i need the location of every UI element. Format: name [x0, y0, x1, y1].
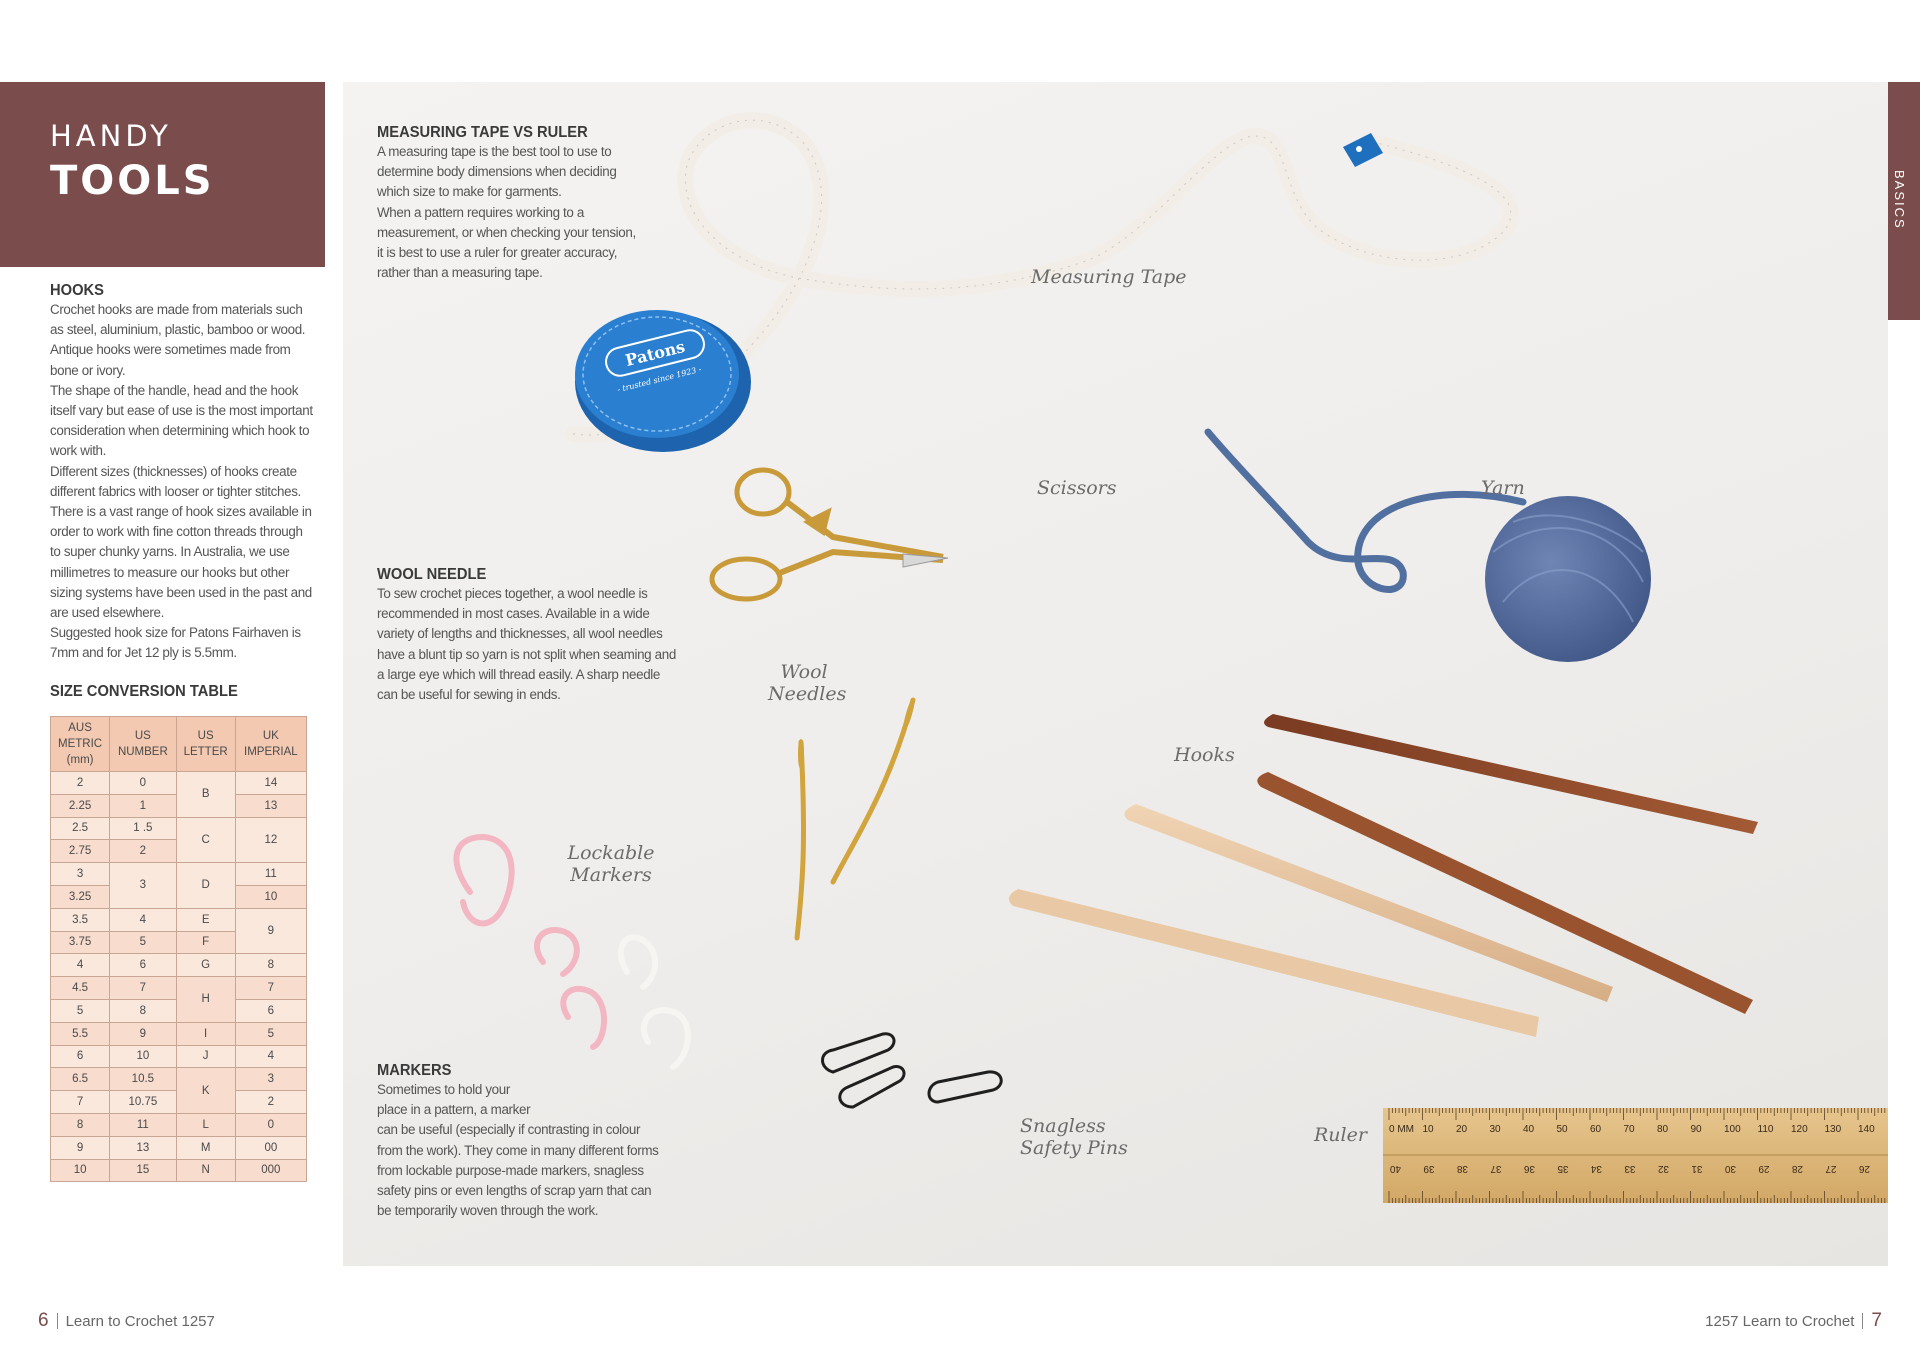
table-cell: I [176, 1022, 235, 1045]
label-wool-needles-line1: Wool [780, 661, 828, 683]
title-block [0, 82, 325, 267]
label-snagless-line1: Snagless [1020, 1115, 1106, 1137]
table-cell: 11 [235, 863, 306, 886]
table-cell: 10.5 [110, 1068, 176, 1091]
table-cell: 3.5 [51, 908, 110, 931]
patons-logo: Patons [623, 336, 687, 371]
measuring-line: measurement, or when checking your tension, [377, 224, 636, 240]
table-cell: 2 [110, 840, 176, 863]
label-hooks: Hooks [1174, 744, 1235, 766]
table-cell: 10 [51, 1159, 110, 1182]
measuring-line: it is best to use a ruler for greater accuracy, [377, 245, 618, 261]
table-cell: 10 [235, 885, 306, 908]
table-cell: 0 [235, 1113, 306, 1136]
table-cell: N [176, 1159, 235, 1182]
markers-line: can be useful (especially if contrasting in colour [377, 1122, 641, 1138]
wool-needle-line: can be useful for sewing in ends. [377, 687, 561, 703]
label-measuring-tape: Measuring Tape [1031, 266, 1187, 288]
title-small: HANDY [50, 119, 172, 153]
table-row [51, 1045, 307, 1068]
hooks-line: consideration when determining which hook to [50, 423, 310, 439]
table-row [51, 863, 307, 886]
table-cell: 6 [235, 999, 306, 1022]
measuring-line: rather than a measuring tape. [377, 265, 543, 281]
table-cell: 5.5 [51, 1022, 110, 1045]
ruler-mark: 40 [1389, 1163, 1401, 1174]
label-ruler: Ruler [1314, 1124, 1367, 1146]
markers-heading: MARKERS [377, 1062, 452, 1079]
table-cell: 9 [51, 1136, 110, 1159]
ruler-mark: 110 [1757, 1124, 1774, 1135]
hooks-line: millimetres to measure our hooks but other [50, 564, 290, 580]
page-number-left: 6 [38, 1310, 49, 1331]
table-cell: 5 [235, 1022, 306, 1045]
measuring-line: When a pattern requires working to a [377, 204, 584, 220]
ruler-mark: 10 [1422, 1124, 1434, 1135]
ruler-mark: 40 [1523, 1124, 1535, 1135]
table-row [51, 954, 307, 977]
ruler-mark: 31 [1691, 1163, 1703, 1174]
label-yarn: Yarn [1481, 477, 1525, 499]
table-cell: C [176, 817, 235, 863]
ruler-mark: 37 [1490, 1163, 1502, 1174]
table-cell: 4 [110, 908, 176, 931]
ruler-mark: 100 [1724, 1124, 1741, 1135]
wool-needle-line: To sew crochet pieces together, a wool needle is [377, 586, 648, 601]
hooks-line: as steel, aluminium, plastic, bamboo or wood. [50, 322, 306, 338]
ruler-mark: 90 [1690, 1124, 1702, 1135]
table-cell: K [176, 1068, 235, 1114]
table-cell: 8 [51, 1113, 110, 1136]
table-cell: 13 [110, 1136, 176, 1159]
ruler-mark: 39 [1423, 1163, 1435, 1174]
table-cell: 7 [110, 977, 176, 1000]
table-row [51, 977, 307, 1000]
ruler-mark: 26 [1858, 1163, 1870, 1174]
measuring-line: which size to make for garments. [377, 184, 562, 200]
table-cell: 15 [110, 1159, 176, 1182]
page-number-right: 7 [1871, 1310, 1882, 1331]
table-cell: 000 [235, 1159, 306, 1182]
ruler-mark: 33 [1624, 1163, 1636, 1174]
column-header: US LETTER [176, 717, 235, 772]
hooks-section [50, 282, 325, 664]
table-cell: 8 [235, 954, 306, 977]
ruler-mark: 0 MM [1389, 1124, 1414, 1135]
table-cell: 10 [110, 1045, 176, 1068]
measuring-heading: MEASURING TAPE VS RULER [377, 124, 588, 141]
label-snagless-line2: Safety Pins [1020, 1137, 1128, 1159]
ruler-mark: 120 [1791, 1124, 1808, 1135]
table-cell: 9 [235, 908, 306, 954]
table-cell: 00 [235, 1136, 306, 1159]
label-lockable-line2: Markers [570, 864, 652, 886]
label-snagless-safety-pins [1020, 1115, 1128, 1159]
hooks-line: The shape of the handle, head and the hook [50, 382, 299, 398]
wool-needle-line: have a blunt tip so yarn is not split when seaming and [377, 646, 676, 662]
hooks-line: order to work with fine cotton threads through [50, 524, 303, 540]
table-cell: 9 [110, 1022, 176, 1045]
table-cell: 13 [235, 794, 306, 817]
hooks-line: itself vary but ease of use is the most important [50, 403, 313, 419]
wool-needle-heading: WOOL NEEDLE [377, 566, 487, 583]
table-row [51, 772, 307, 795]
markers-section [377, 1062, 697, 1221]
ruler-mark: 38 [1456, 1163, 1468, 1174]
ruler-mark: 27 [1825, 1163, 1837, 1174]
table-cell: H [176, 977, 235, 1023]
hooks-line: to super chunky yarns. In Australia, we use [50, 544, 290, 560]
page-title: TOOLS [50, 158, 215, 204]
table-cell: 4.5 [51, 977, 110, 1000]
ruler-mark: 60 [1590, 1124, 1602, 1135]
hooks-line: work with. [50, 443, 107, 459]
column-header: UK IMPERIAL [235, 717, 306, 772]
column-header: US NUMBER [110, 717, 176, 772]
table-cell: 0 [110, 772, 176, 795]
hooks-line: different fabrics with looser or tighter stitches. [50, 483, 301, 499]
table-cell: 11 [110, 1113, 176, 1136]
table-cell: 10.75 [110, 1091, 176, 1114]
table-cell: 2.5 [51, 817, 110, 840]
markers-line: from lockable purpose-made markers, snagless [377, 1162, 644, 1178]
table-row [51, 817, 307, 840]
ruler-mark: 20 [1456, 1124, 1468, 1135]
hooks-heading: HOOKS [50, 282, 104, 299]
markers-line: from the work). They come in many different forms [377, 1142, 659, 1158]
table-cell: 2 [235, 1091, 306, 1114]
ruler-mark: 80 [1657, 1124, 1669, 1135]
measuring-body [377, 142, 677, 283]
ruler-mark: 36 [1523, 1163, 1535, 1174]
table-cell: M [176, 1136, 235, 1159]
wool-needle-line: variety of lengths and thicknesses, all wool needles [377, 626, 663, 642]
table-cell: 3 [51, 863, 110, 886]
table-cell: L [176, 1113, 235, 1136]
table-cell: B [176, 772, 235, 818]
ruler-mark: 50 [1556, 1124, 1568, 1135]
markers-body [377, 1080, 697, 1221]
table-cell: 3 [110, 863, 176, 909]
column-header: AUS METRIC (mm) [51, 717, 110, 772]
table-cell: 2 [51, 772, 110, 795]
ruler [1383, 1108, 1888, 1203]
hooks-line: Crochet hooks are made from materials such [50, 302, 303, 317]
wool-needle-line: recommended in most cases. Available in a wide [377, 606, 650, 622]
size-conversion-table [50, 716, 307, 1182]
table-row [51, 1068, 307, 1091]
label-scissors: Scissors [1037, 477, 1117, 499]
markers-line: place in a pattern, a marker [377, 1102, 531, 1118]
label-lockable-line1: Lockable [567, 842, 655, 864]
footer-left [38, 1310, 215, 1332]
ruler-mark: 32 [1657, 1163, 1669, 1174]
ruler-mark: 28 [1791, 1163, 1803, 1174]
wool-needle-section [377, 566, 717, 705]
table-cell: G [176, 954, 235, 977]
hooks-line: bone or ivory. [50, 362, 126, 378]
table-cell: 6 [51, 1045, 110, 1068]
measuring-section [377, 124, 677, 283]
ruler-mark: 30 [1724, 1163, 1736, 1174]
patons-tagline: - trusted since 1923 - [616, 364, 703, 395]
wool-needles [797, 700, 915, 938]
measuring-line: determine body dimensions when deciding [377, 164, 617, 180]
table-cell: 3 [235, 1068, 306, 1091]
hooks-line: There is a vast range of hook sizes available in [50, 504, 312, 520]
label-wool-needles-line2: Needles [768, 683, 847, 705]
measuring-line: A measuring tape is the best tool to use to [377, 144, 612, 159]
wool-needle-body [377, 584, 717, 705]
hooks-body [50, 300, 325, 664]
table-cell: E [176, 908, 235, 931]
section-tab-label: BASICS [1892, 170, 1907, 230]
hooks-line: 7mm and for Jet 12 ply is 5.5mm. [50, 645, 237, 661]
markers-line: be temporarily woven through the work. [377, 1203, 599, 1219]
size-table-heading: SIZE CONVERSION TABLE [50, 683, 238, 700]
table-cell: 3.25 [51, 885, 110, 908]
table-cell: 2.75 [51, 840, 110, 863]
label-wool-needles [768, 661, 847, 705]
table-cell: 8 [110, 999, 176, 1022]
ruler-mark: 140 [1858, 1124, 1875, 1135]
table-cell: 5 [110, 931, 176, 954]
table-cell: 1 .5 [110, 817, 176, 840]
footer-right [1705, 1310, 1882, 1332]
table-cell: 3.75 [51, 931, 110, 954]
ruler-mark: 34 [1590, 1163, 1602, 1174]
table-cell: 6 [110, 954, 176, 977]
table-cell: 14 [235, 772, 306, 795]
ruler-mark: 130 [1824, 1124, 1842, 1135]
table-cell: 7 [235, 977, 306, 1000]
ruler-mark: 70 [1623, 1124, 1635, 1135]
footer-right-text: 1257 Learn to Crochet [1705, 1312, 1855, 1330]
hooks-line: Suggested hook size for Patons Fairhaven is [50, 625, 301, 641]
hooks-line: are used elsewhere. [50, 605, 164, 621]
table-cell: D [176, 863, 235, 909]
crochet-hooks [1009, 714, 1758, 1037]
table-row [51, 1159, 307, 1182]
ruler-mark: 35 [1557, 1163, 1569, 1174]
footer-left-text: Learn to Crochet 1257 [65, 1312, 215, 1330]
table-cell: 2.25 [51, 794, 110, 817]
hooks-line: Antique hooks were sometimes made from [50, 342, 291, 358]
table-cell: 6.5 [51, 1068, 110, 1091]
yarn [1208, 432, 1651, 662]
table-cell: 4 [51, 954, 110, 977]
table-cell: 1 [110, 794, 176, 817]
wool-needle-line: a large eye which will thread easily. A sharp needle [377, 666, 661, 682]
scissors [712, 470, 948, 599]
ruler-mark: 30 [1489, 1124, 1501, 1135]
table-row [51, 1022, 307, 1045]
section-tab [1888, 82, 1920, 320]
table-row [51, 1136, 307, 1159]
footer-divider [57, 1313, 58, 1329]
table-header-row [51, 717, 307, 772]
table-cell: 5 [51, 999, 110, 1022]
table-cell: 12 [235, 817, 306, 863]
table-cell: 7 [51, 1091, 110, 1114]
footer-divider [1862, 1313, 1863, 1329]
table-cell: 4 [235, 1045, 306, 1068]
table-row [51, 1113, 307, 1136]
label-lockable-markers [567, 842, 655, 886]
table-row [51, 908, 307, 931]
markers-line: Sometimes to hold your [377, 1082, 510, 1097]
snagless-safety-pins [823, 1034, 1002, 1107]
hooks-line: Different sizes (thicknesses) of hooks create [50, 463, 297, 479]
table-cell: F [176, 931, 235, 954]
markers-line: safety pins or even lengths of scrap yarn that can [377, 1183, 652, 1199]
hooks-line: sizing systems have been used in the past and [50, 584, 312, 600]
ruler-mark: 29 [1758, 1163, 1770, 1174]
table-cell: J [176, 1045, 235, 1068]
